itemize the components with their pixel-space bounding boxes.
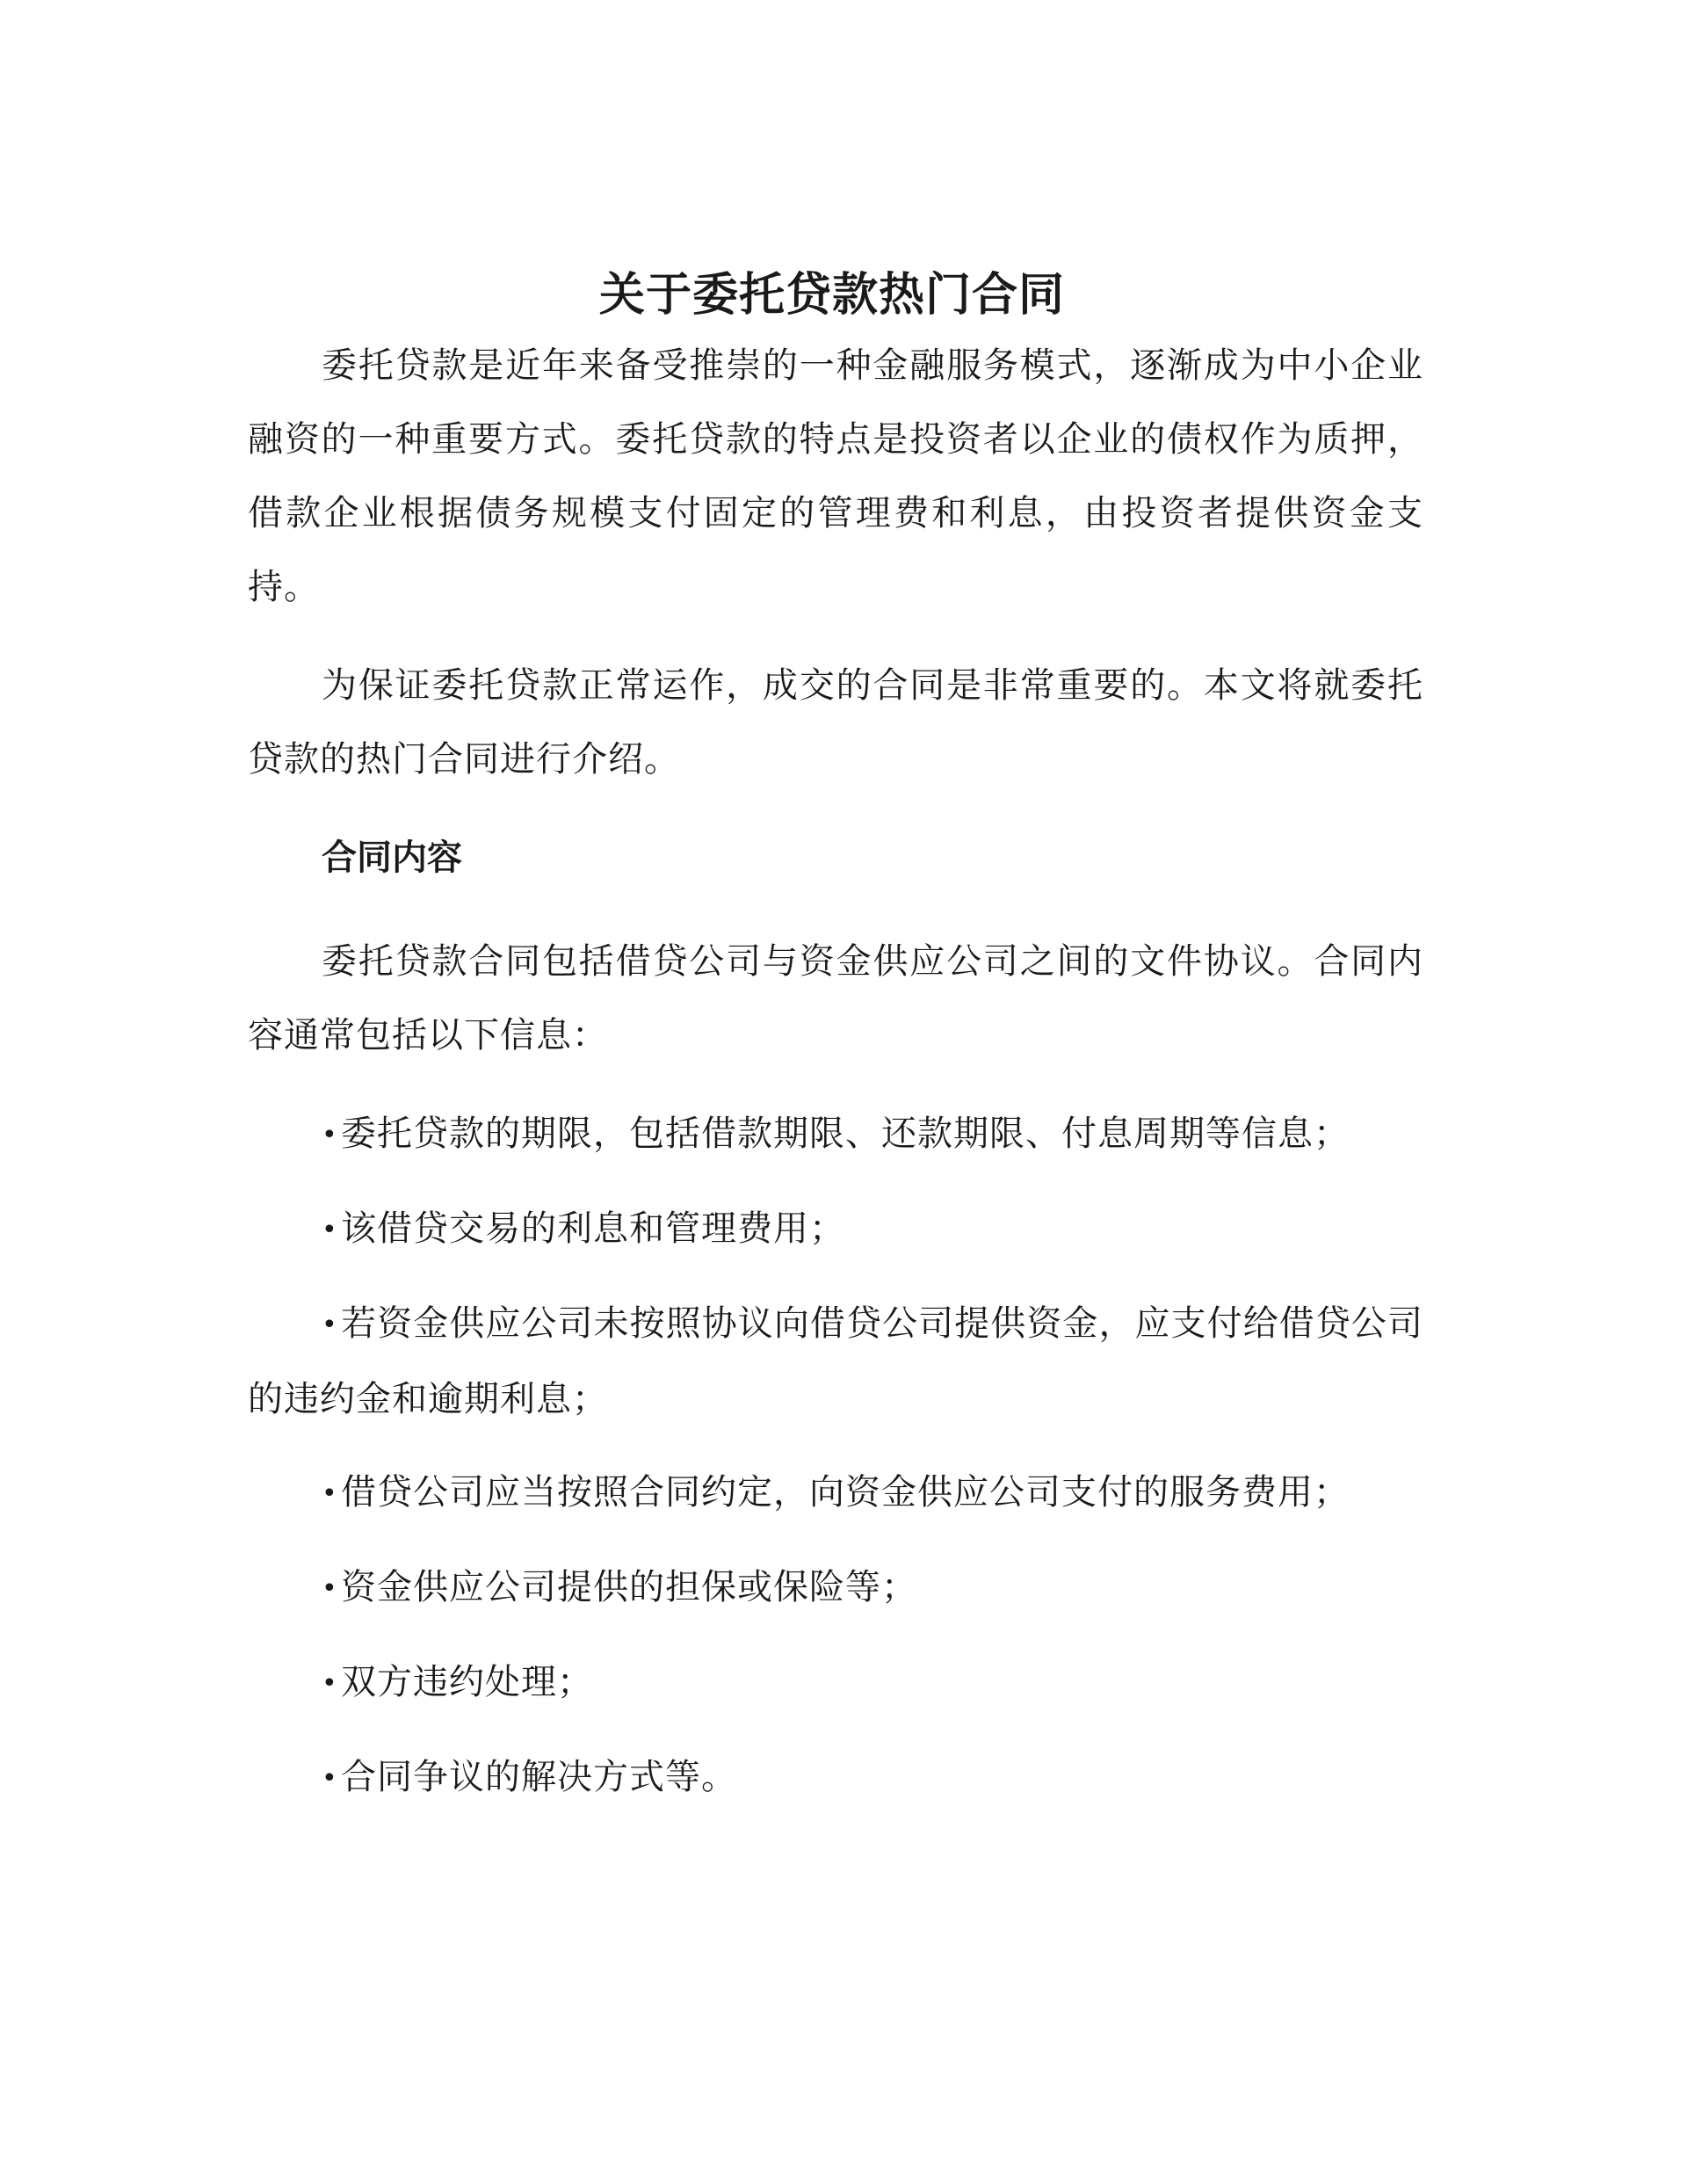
document-title: 关于委托贷款热门合同 [598,268,1065,322]
list-item-text: 委托贷款的期限，包括借款期限、还款期限、付息周期等信息； [341,1114,1350,1154]
section-intro-paragraph: 委托贷款合同包括借贷公司与资金供应公司之间的文件协议。合同内容通常包括以下信息： [248,941,1423,1056]
bullet-icon: • [322,1573,338,1604]
bullet-icon: • [322,1763,338,1794]
list-item-text: 若资金供应公司未按照协议向借贷公司提供资金，应支付给借贷公司的违约金和逾期利息； [248,1303,1423,1419]
list-item [248,1192,1423,1267]
list-item [248,1645,1423,1721]
bullet-icon: • [322,1668,338,1699]
bullet-icon: • [322,1478,338,1509]
list-item [248,1287,1423,1436]
bullet-icon: • [322,1120,338,1150]
list-item [248,1455,1423,1531]
bullet-icon: • [322,1215,338,1245]
intro-paragraph: 委托贷款是近年来备受推崇的一种金融服务模式，逐渐成为中小企业融资的一种重要方式。委托贷款的特点是投资者以企业的债权作为质押，借款企业根据债务规模支付固定的管理费和利息，由投资者提供资金支持。 [248,345,1423,607]
contract-items-list [248,1097,1423,1816]
document-body [248,264,1423,1835]
bullet-icon: • [322,1310,338,1340]
list-item [248,1550,1423,1626]
list-item-text: 该借贷交易的利息和管理费用； [341,1208,845,1249]
list-item-text: 双方违约处理； [341,1662,593,1702]
list-item-text: 资金供应公司提供的担保或保险等； [341,1567,917,1607]
list-item [248,1740,1423,1816]
list-item-text: 借贷公司应当按照合同约定，向资金供应公司支付的服务费用； [341,1472,1350,1513]
list-item [248,1097,1423,1172]
list-item-text: 合同争议的解决方式等。 [341,1757,737,1797]
section-heading: 合同内容 [322,837,462,878]
purpose-paragraph: 为保证委托贷款正常运作，成交的合同是非常重要的。本文将就委托贷款的热门合同进行介绍。 [248,665,1423,780]
